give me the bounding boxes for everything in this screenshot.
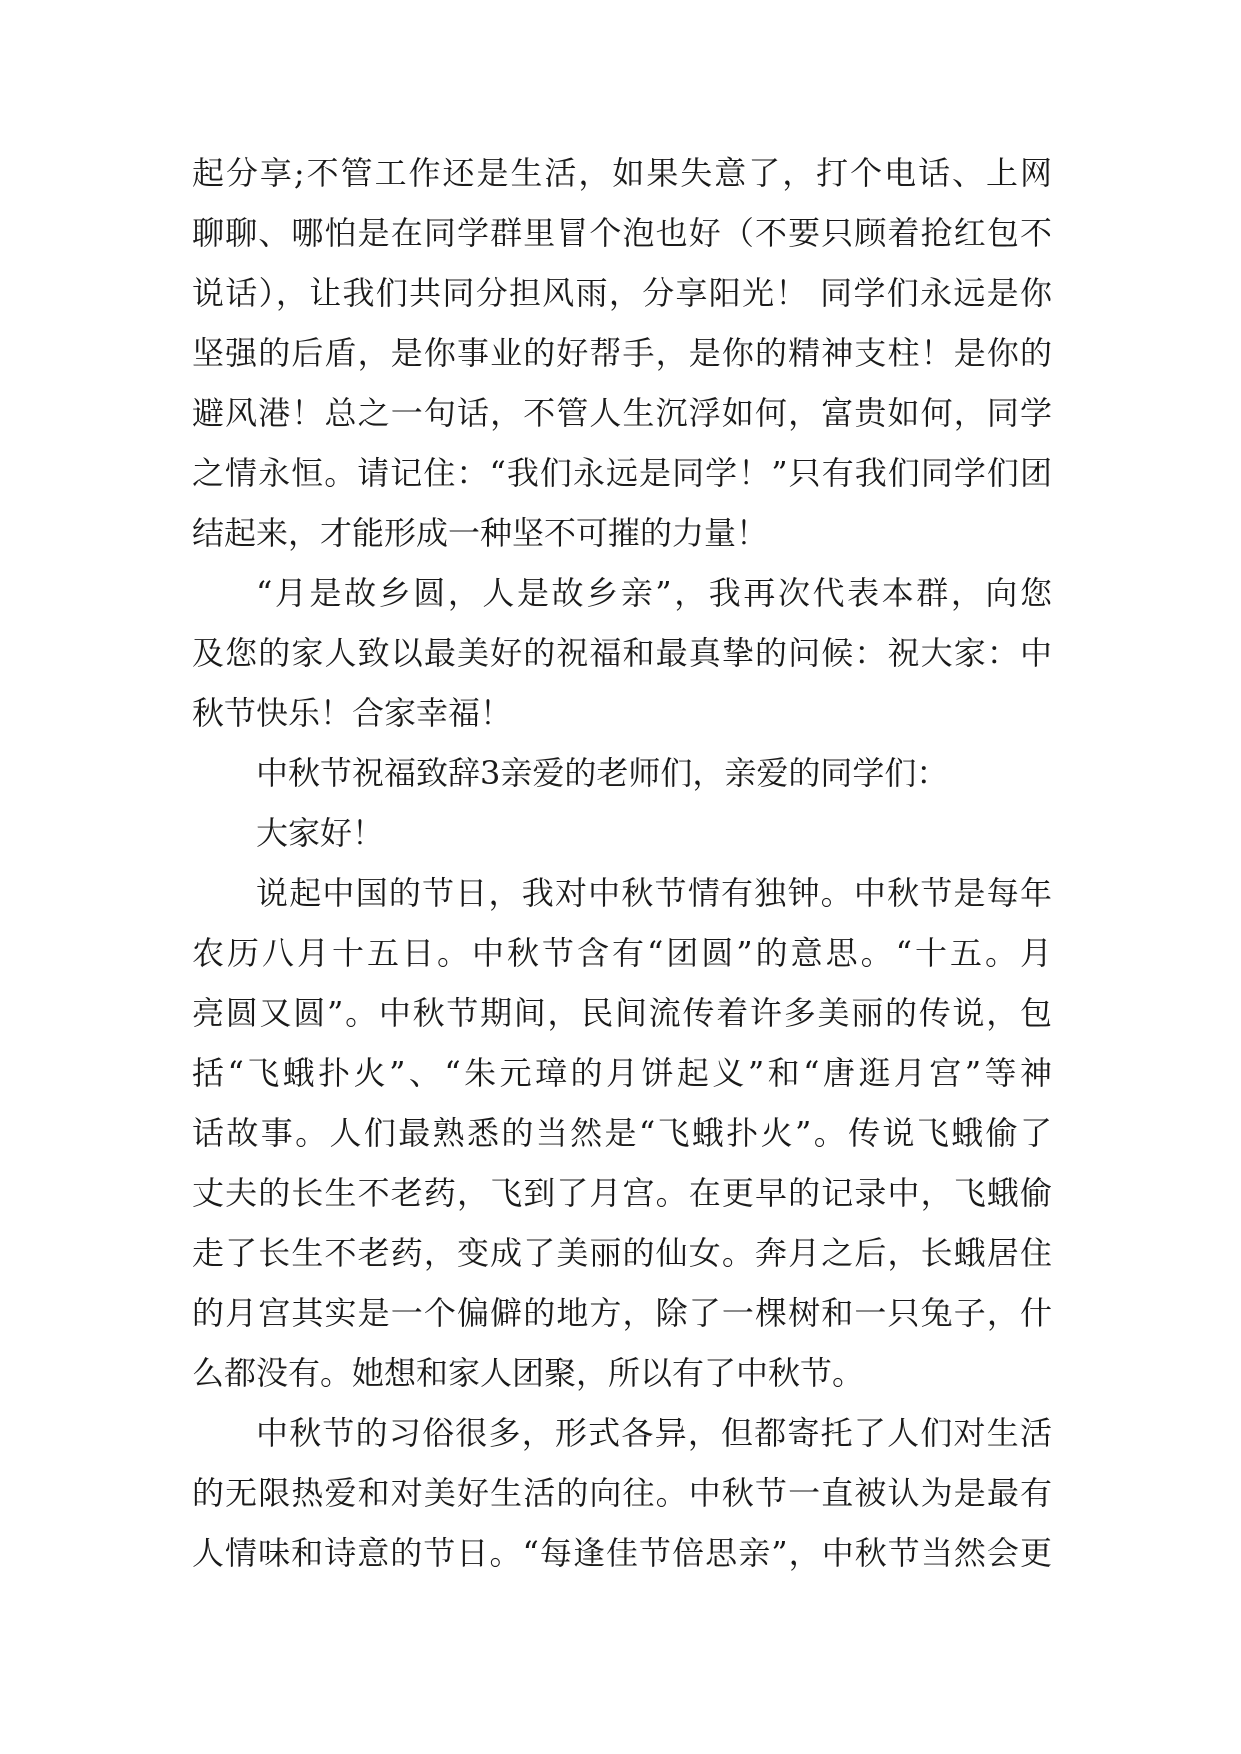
text-line: 及您的家人致以最美好的祝福和最真挚的问候：祝大家：中	[192, 634, 1052, 672]
text-line: 农历八月十五日。中秋节含有“团圆”的意思。“十五。月	[192, 934, 1052, 972]
text-line: 说话），让我们共同分担风雨，分享阳光！ 同学们永远是你	[192, 274, 1052, 312]
greeting-line: 大家好！	[256, 814, 385, 852]
text-line: 话故事。人们最熟悉的当然是“飞蛾扑火”。传说飞蛾偷了	[192, 1114, 1052, 1152]
text-line: 起分享;不管工作还是生活，如果失意了，打个电话、上网	[192, 154, 1052, 192]
text-line: 的无限热爱和对美好生活的向往。中秋节一直被认为是最有	[192, 1474, 1052, 1512]
text-line: 丈夫的长生不老药，飞到了月宫。在更早的记录中，飞蛾偷	[192, 1174, 1052, 1212]
text-line: 聊聊、哪怕是在同学群里冒个泡也好（不要只顾着抢红包不	[192, 214, 1052, 252]
text-line: 人情味和诗意的节日。“每逢佳节倍思亲”，中秋节当然会更	[192, 1534, 1052, 1572]
paragraph-first-line: 中秋节的习俗很多，形式各异，但都寄托了人们对生活	[256, 1414, 1052, 1452]
paragraph-first-line: 说起中国的节日，我对中秋节情有独钟。中秋节是每年	[256, 874, 1052, 912]
text-line: 坚强的后盾，是你事业的好帮手，是你的精神支柱！是你的	[192, 334, 1052, 372]
text-line: 结起来，才能形成一种坚不可摧的力量！	[192, 514, 769, 552]
section-heading-line: 中秋节祝福致辞3亲爱的老师们，亲爱的同学们：	[256, 754, 949, 792]
text-line: 的月宫其实是一个偏僻的地方，除了一棵树和一只兔子，什	[192, 1294, 1052, 1332]
text-line: 秋节快乐！合家幸福！	[192, 694, 513, 732]
text-line: 么都没有。她想和家人团聚，所以有了中秋节。	[192, 1354, 865, 1392]
paragraph-first-line: “月是故乡圆，人是故乡亲”，我再次代表本群，向您	[256, 574, 1052, 612]
text-line: 亮圆又圆”。中秋节期间，民间流传着许多美丽的传说，包	[192, 994, 1052, 1032]
text-line: 走了长生不老药，变成了美丽的仙女。奔月之后，长蛾居住	[192, 1234, 1052, 1272]
text-line: 之情永恒。请记住：“我们永远是同学！”只有我们同学们团	[192, 454, 1052, 492]
text-line: 括“飞蛾扑火”、“朱元璋的月饼起义”和“唐逛月宫”等神	[192, 1054, 1052, 1092]
text-line: 避风港！总之一句话，不管人生沉浮如何，富贵如何，同学	[192, 394, 1052, 432]
